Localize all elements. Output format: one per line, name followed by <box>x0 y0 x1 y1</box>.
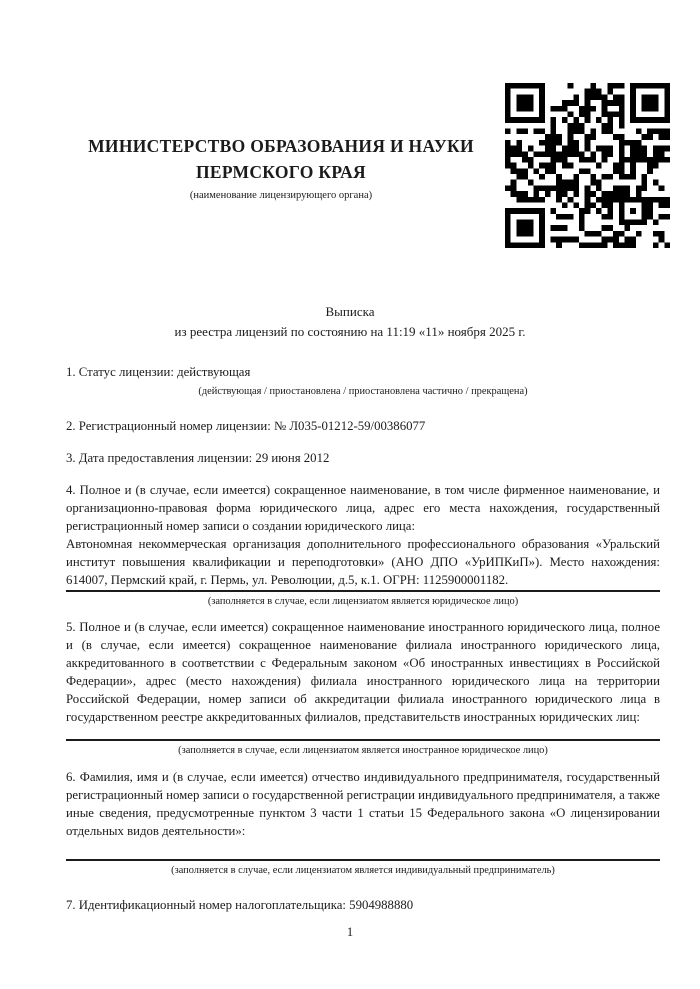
license-status-text: 1. Статус лицензии: действующая <box>66 365 251 379</box>
authority-name-caption: (наименование лицензирующего органа) <box>189 190 373 201</box>
item-individual-entrepreneur <box>66 768 660 878</box>
item-legal-entity <box>66 481 660 609</box>
license-grant-date-text: 3. Дата предоставления лицензии: 29 июня 2012 <box>66 451 330 465</box>
authority-name-line2: ПЕРМСКОГО КРАЯ <box>196 162 366 182</box>
item-registration-number <box>66 417 660 435</box>
authority-name-line1: МИНИСТЕРСТВО ОБРАЗОВАНИЯ И НАУКИ <box>88 136 474 156</box>
foreign-entity-caption: (заполняется в случае, если лицензиатом является иностранное юридическое лицо) <box>178 745 548 756</box>
taxpayer-number-text: 7. Идентификационный номер налогоплательщика: 5904988880 <box>66 898 414 912</box>
item-license-status <box>66 363 660 399</box>
legal-entity-rule <box>66 590 660 592</box>
document-title-line2: из реестра лицензий по состоянию на 11:19 «11» ноября 2025 г. <box>174 323 526 339</box>
document-title-line1: Выписка <box>325 304 375 319</box>
item-taxpayer-number <box>66 896 660 914</box>
item-license-grant-date <box>66 449 660 467</box>
individual-entrepreneur-label: 6. Фамилия, имя и (в случае, если имеется) отчество индивидуального предпринимателя, государственный регистрационный номер записи о государственной регистрации индивидуального предпринимателя, а также иные сведения, предусмотренные пунктом 3 части 1 статьи 15 Федерального закона «О лицензировании отдельных видов деятельности»: <box>66 770 660 838</box>
item-foreign-entity <box>66 618 660 758</box>
foreign-entity-rule <box>66 739 660 741</box>
licensing-authority-header <box>50 133 512 202</box>
qr-code <box>505 83 670 248</box>
legal-entity-value: Автономная некоммерческая организация дополнительного профессионального образования «Уральский институт повышения квалификации и переподготовки» (АНО ДПО «УрИПКиП»). Место нахождения: 614007, Пермский край, г. Пермь, ул. Революции, д.5, к.1. ОГРН: 1125900001182. <box>66 537 660 587</box>
legal-entity-label: 4. Полное и (в случае, если имеется) сокращенное наименование, в том числе фирменное наименование, и организационно-правовая форма юридического лица, адрес его места нахождения, государственный регистрационный номер записи о создании юридического лица: <box>66 483 660 533</box>
individual-entrepreneur-rule <box>66 859 660 861</box>
registration-number-text: 2. Регистрационный номер лицензии: № Л035-01212-59/00386077 <box>66 419 426 433</box>
foreign-entity-label: 5. Полное и (в случае, если имеется) сокращенное наименование иностранного юридического лица, полное и (в случае, если имеется) сокращенное наименование филиала иностранного юридического лица, аккредитованного в соответствии с Федеральным законом «Об иностранных инвестициях в Российской Федерации», адрес (место нахождения) филиала иностранного юридического лица на территории Российской Федерации, номер записи об аккредитации филиала иностранного юридического лица в государственном реестре аккредитованных филиалов, представительств иностранных юридических лиц: <box>66 620 660 724</box>
document-title <box>0 302 700 341</box>
license-status-options-caption: (действующая / приостановлена / приостановлена частично / прекращена) <box>198 386 528 397</box>
legal-entity-caption: (заполняется в случае, если лицензиатом является юридическое лицо) <box>207 596 519 607</box>
individual-entrepreneur-caption: (заполняется в случае, если лицензиатом является индивидуальный предприниматель) <box>171 865 555 876</box>
page-number: 1 <box>346 925 354 939</box>
